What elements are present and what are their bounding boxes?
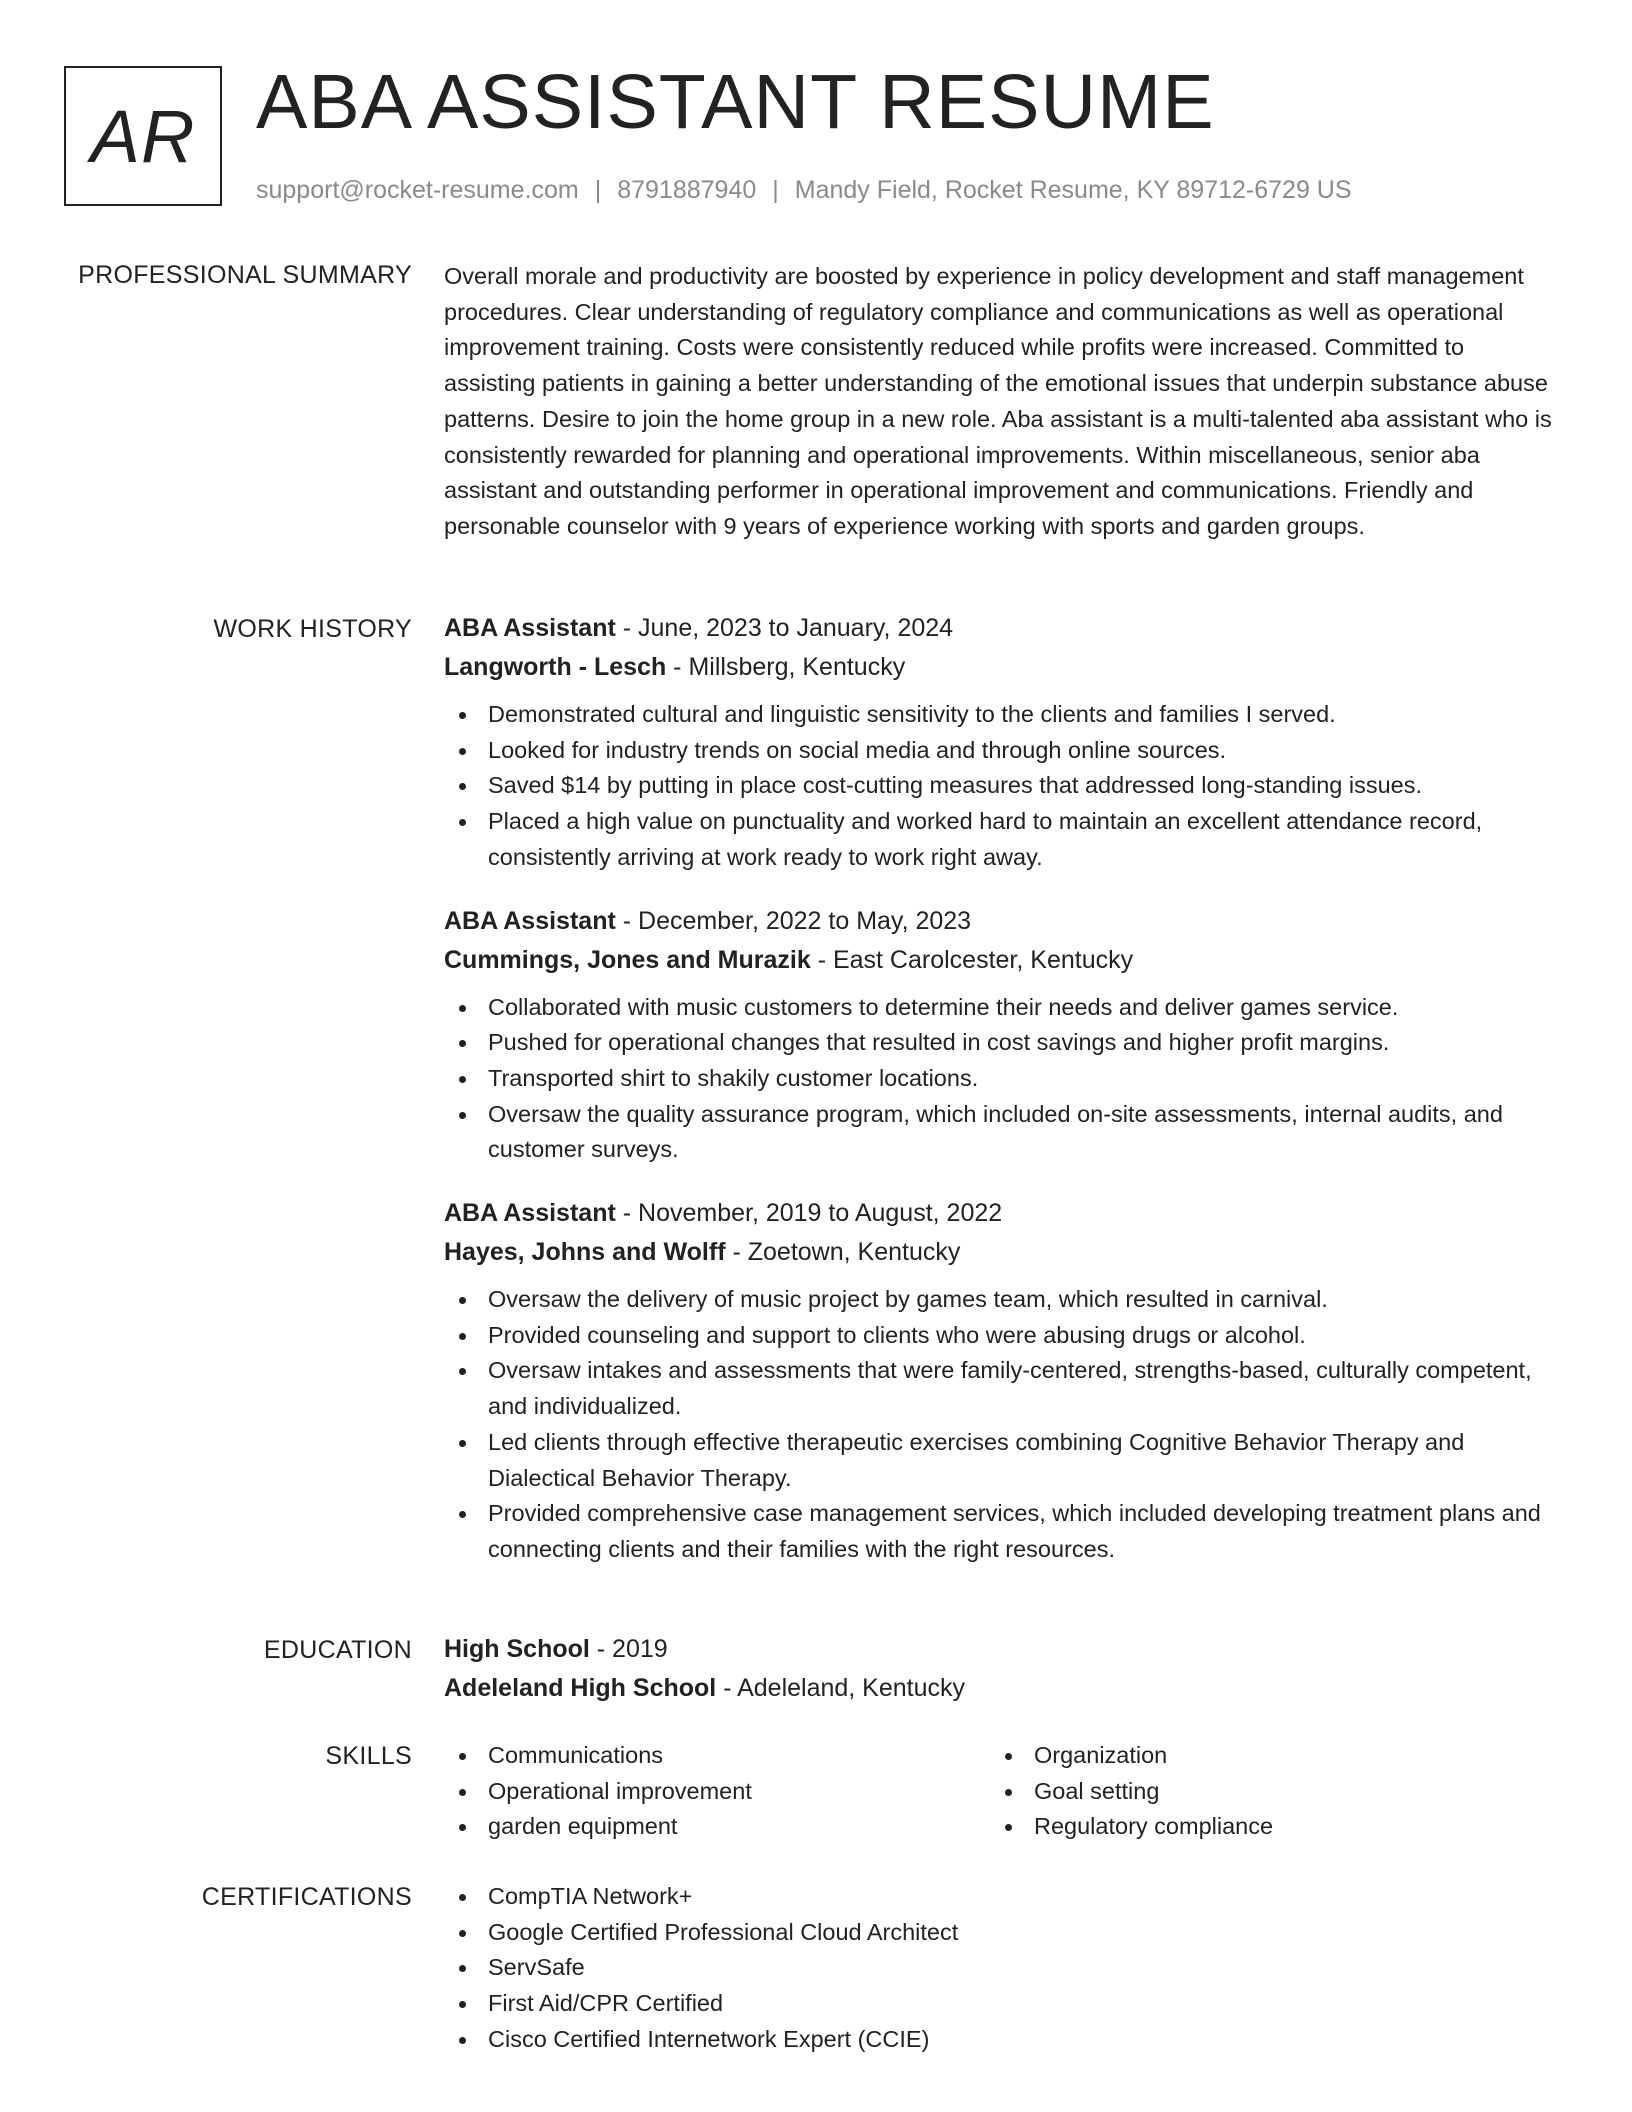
job-bullets: [444, 697, 1560, 876]
section-label-skills: SKILLS: [325, 1742, 412, 1770]
certification-item: ServSafe: [444, 1950, 1560, 1986]
job-entry: [444, 902, 1560, 1169]
contact-phone: 8791887940: [617, 176, 757, 204]
section-label-work-history: WORK HISTORY: [213, 615, 412, 643]
skill-item: Regulatory compliance: [990, 1809, 1536, 1845]
list-item: Placed a high value on punctuality and worked hard to maintain an excellent attendance record, consistently arriving at work ready to work right away.: [444, 804, 1560, 875]
job-location: - Zoetown, Kentucky: [725, 1238, 961, 1267]
list-item: Demonstrated cultural and linguistic sensitivity to the clients and families I served.: [444, 697, 1560, 733]
skills-list-left: [444, 1738, 990, 1845]
job-title: ABA Assistant: [444, 906, 616, 935]
list-item: Oversaw intakes and assessments that were family-centered, strengths-based, culturally competent, and individualized.: [444, 1353, 1560, 1424]
list-item: Led clients through effective therapeutic exercises combining Cognitive Behavior Therapy and Dialectical Behavior Therapy.: [444, 1425, 1560, 1496]
education-degree: High School: [444, 1635, 590, 1663]
job-bullets: [444, 1282, 1560, 1568]
contact-line: [256, 174, 1352, 206]
job-location: - East Carolcester, Kentucky: [810, 945, 1134, 974]
skills-list-right: [990, 1738, 1536, 1845]
education-location: - Adeleland, Kentucky: [716, 1674, 966, 1702]
section-label-education: EDUCATION: [263, 1636, 412, 1664]
list-item: Transported shirt to shakily customer locations.: [444, 1061, 1560, 1097]
list-item: Looked for industry trends on social media and through online sources.: [444, 733, 1560, 769]
job-dates: - June, 2023 to January, 2024: [615, 614, 954, 642]
job-entry: [444, 1194, 1560, 1568]
job-company: Cummings, Jones and Murazik: [444, 945, 811, 974]
skill-item: Goal setting: [990, 1774, 1536, 1810]
education-year: - 2019: [589, 1635, 668, 1663]
list-item: Oversaw the quality assurance program, which included on-site assessments, internal audits, and customer surveys.: [444, 1097, 1560, 1168]
list-item: Provided comprehensive case management services, which included developing treatment plans and connecting clients and their families with the right resources.: [444, 1496, 1560, 1567]
education-school: Adeleland High School: [444, 1674, 717, 1702]
job-dates: - November, 2019 to August, 2022: [615, 1199, 1003, 1228]
job-company: Langworth - Lesch: [444, 653, 667, 681]
certification-item: CompTIA Network+: [444, 1879, 1560, 1915]
certification-item: First Aid/CPR Certified: [444, 1986, 1560, 2022]
summary-text: Overall morale and productivity are boosted by experience in policy development and staff management procedures. Clear understanding of regulatory compliance and communications as well as operational improvement training. Costs were consistently reduced while profits were increased. Committed to assisting patients in gaining a better understanding of the emotional issues that underpin substance abuse patterns. Desire to join the home group in a new role. Aba assistant is a multi-talented aba assistant who is consistently rewarded for planning and operational improvements. Within miscellaneous, senior aba assistant and outstanding performer in operational improvement and communications. Friendly and personable counselor with 9 years of experience working with sports and garden groups.: [444, 263, 1552, 539]
certification-item: Google Certified Professional Cloud Architect: [444, 1915, 1560, 1951]
skill-item: Organization: [990, 1738, 1536, 1774]
job-dates: - December, 2022 to May, 2023: [615, 906, 972, 935]
contact-address: Mandy Field, Rocket Resume, KY 89712-6729 US: [794, 176, 1352, 204]
list-item: Pushed for operational changes that resulted in cost savings and higher profit margins.: [444, 1025, 1560, 1061]
job-title: ABA Assistant: [444, 1199, 616, 1228]
skill-item: Communications: [444, 1738, 990, 1774]
job-bullets: [444, 990, 1560, 1169]
list-item: Oversaw the delivery of music project by games team, which resulted in carnival.: [444, 1282, 1560, 1318]
monogram-logo: [64, 66, 222, 206]
job-title: ABA Assistant: [444, 614, 616, 642]
list-item: Collaborated with music customers to determine their needs and deliver games service.: [444, 990, 1560, 1026]
skill-item: Operational improvement: [444, 1774, 990, 1810]
list-item: Saved $14 by putting in place cost-cutting measures that addressed long-standing issues.: [444, 768, 1560, 804]
job-company: Hayes, Johns and Wolff: [444, 1238, 726, 1267]
section-label-certifications: CERTIFICATIONS: [201, 1883, 412, 1911]
contact-separator: |: [772, 176, 779, 204]
certification-item: Cisco Certified Internetwork Expert (CCIE): [444, 2022, 1560, 2058]
section-label-summary: PROFESSIONAL SUMMARY: [78, 261, 412, 289]
monogram-text: AR: [90, 94, 196, 178]
contact-email: support@rocket-resume.com: [256, 176, 579, 204]
certifications-list: [444, 1879, 1560, 2058]
resume-title: ABA ASSISTANT RESUME: [256, 59, 1215, 145]
list-item: Provided counseling and support to clients who were abusing drugs or alcohol.: [444, 1318, 1560, 1354]
skill-item: garden equipment: [444, 1809, 990, 1845]
contact-separator: |: [594, 176, 602, 204]
job-location: - Millsberg, Kentucky: [666, 653, 906, 681]
job-entry: [444, 609, 1560, 876]
